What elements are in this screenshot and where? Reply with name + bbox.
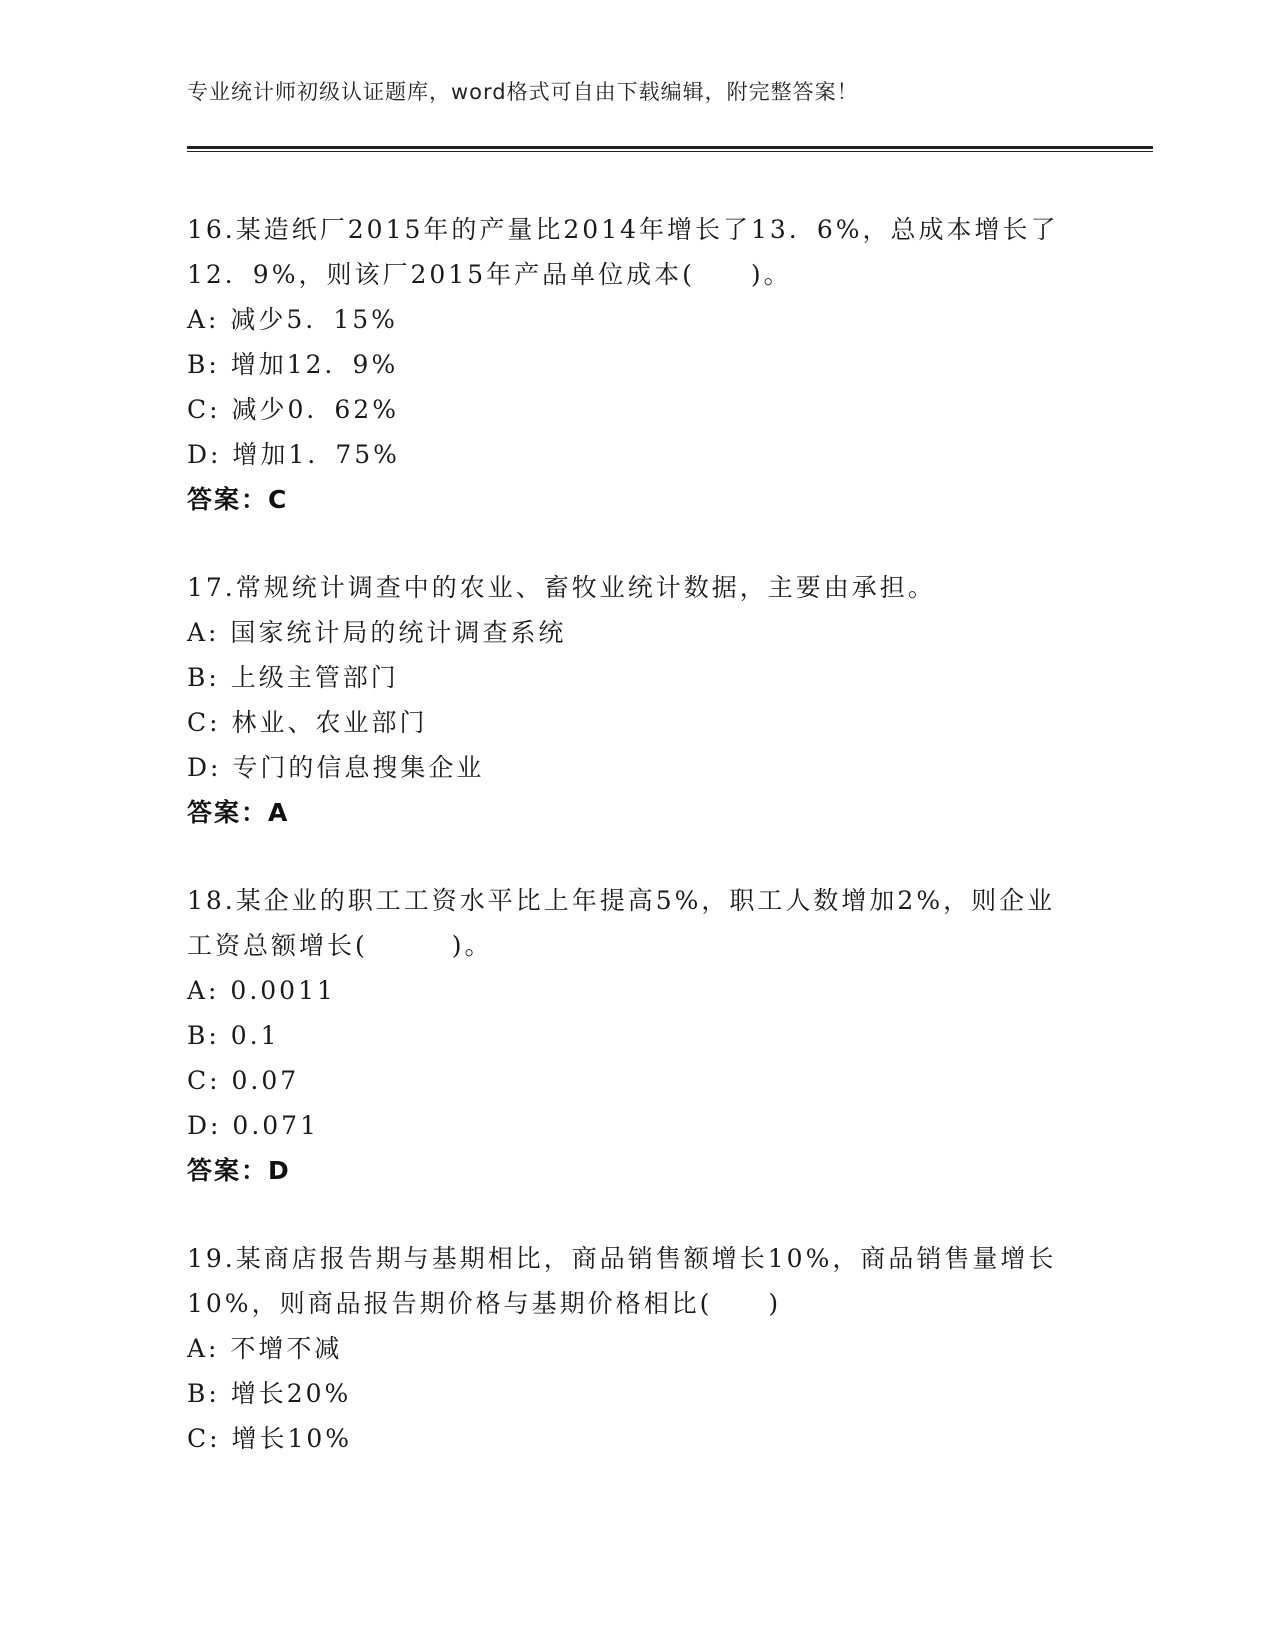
question-stem-line: 16.某造纸厂2015年的产量比2014年增长了13．6%，总成本增长了 xyxy=(187,215,1059,244)
question-17 xyxy=(187,565,1087,836)
question-stem-line: 19.某商店报告期与基期相比，商品销售额增长10%，商品销售量增长 xyxy=(187,1244,1057,1273)
answer-label: 答案：D xyxy=(187,1156,291,1185)
option-b: B: 0.1 xyxy=(187,1021,280,1050)
option-c: C: 林业、农业部门 xyxy=(187,708,428,737)
answer-label: 答案：C xyxy=(187,485,289,514)
option-c: C: 增长10% xyxy=(187,1424,353,1453)
option-b: B: 增长20% xyxy=(187,1379,352,1408)
option-d: D: 0.071 xyxy=(187,1111,319,1140)
question-stem-line: 18.某企业的职工工资水平比上年提高5%，职工人数增加2%，则企业 xyxy=(187,886,1056,915)
question-16 xyxy=(187,207,1087,523)
question-stem-line: 工资总额增长( )。 xyxy=(187,931,493,960)
option-d: D: 专门的信息搜集企业 xyxy=(187,753,485,782)
question-18 xyxy=(187,878,1087,1194)
question-19 xyxy=(187,1236,1087,1461)
answer-label: 答案：A xyxy=(187,798,290,827)
option-b: B: 上级主管部门 xyxy=(187,663,399,692)
option-a: A: 0.0011 xyxy=(187,976,336,1005)
header-divider xyxy=(187,146,1153,152)
option-a: A: 国家统计局的统计调查系统 xyxy=(187,618,567,647)
option-c: C: 0.07 xyxy=(187,1066,300,1095)
question-stem-line: 12．9%，则该厂2015年产品单位成本( )。 xyxy=(187,260,792,289)
question-list xyxy=(187,207,1087,1503)
option-b: B: 增加12．9% xyxy=(187,350,399,379)
question-stem-line: 10%，则商品报告期价格与基期价格相比( ) xyxy=(187,1289,782,1318)
option-a: A: 不增不减 xyxy=(187,1334,343,1363)
question-stem-line: 17.常规统计调查中的农业、畜牧业统计数据，主要由承担。 xyxy=(187,573,936,602)
page-header: 专业统计师初级认证题库，word格式可自由下载编辑，附完整答案！ xyxy=(187,80,859,104)
option-c: C: 减少0．62% xyxy=(187,395,399,424)
option-a: A: 减少5．15% xyxy=(187,305,398,334)
option-d: D: 增加1．75% xyxy=(187,440,400,469)
